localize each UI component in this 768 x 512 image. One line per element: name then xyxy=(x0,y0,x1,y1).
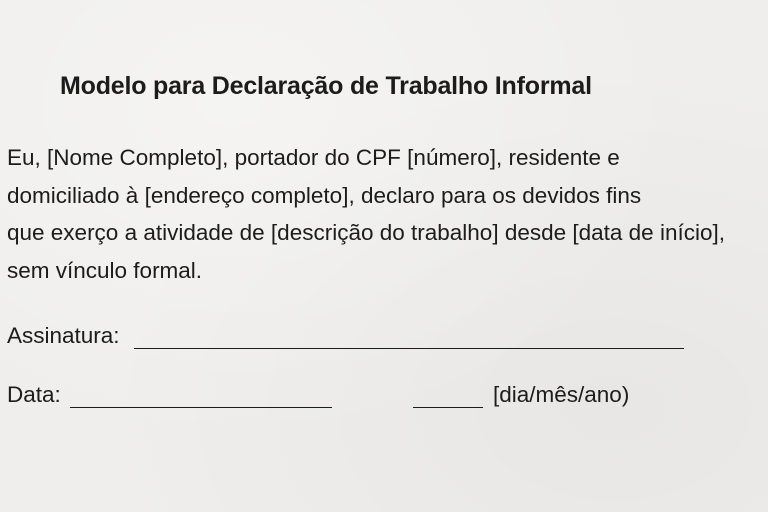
date-line[interactable] xyxy=(70,407,332,408)
declaration-body xyxy=(7,139,763,289)
date-row xyxy=(7,382,647,412)
signature-line[interactable] xyxy=(134,348,684,349)
body-line: Eu, [Nome Completo], portador do CPF [número], residente e xyxy=(7,145,620,170)
date-extra-line[interactable] xyxy=(413,407,483,408)
body-line: domiciliado à [endereço completo], declaro para os devidos fins xyxy=(7,182,642,208)
date-label: Data: xyxy=(7,382,61,407)
document-title: Modelo para Declaração de Trabalho Informal xyxy=(60,72,592,100)
signature-label: Assinatura: xyxy=(7,323,120,348)
date-format-hint: [dia/mês/ano) xyxy=(493,382,630,407)
body-line: que exerço a atividade de [descrição do trabalho] desde [data de início], xyxy=(7,220,725,245)
body-line: sem vínculo formal. xyxy=(7,257,203,283)
signature-row xyxy=(7,323,697,353)
